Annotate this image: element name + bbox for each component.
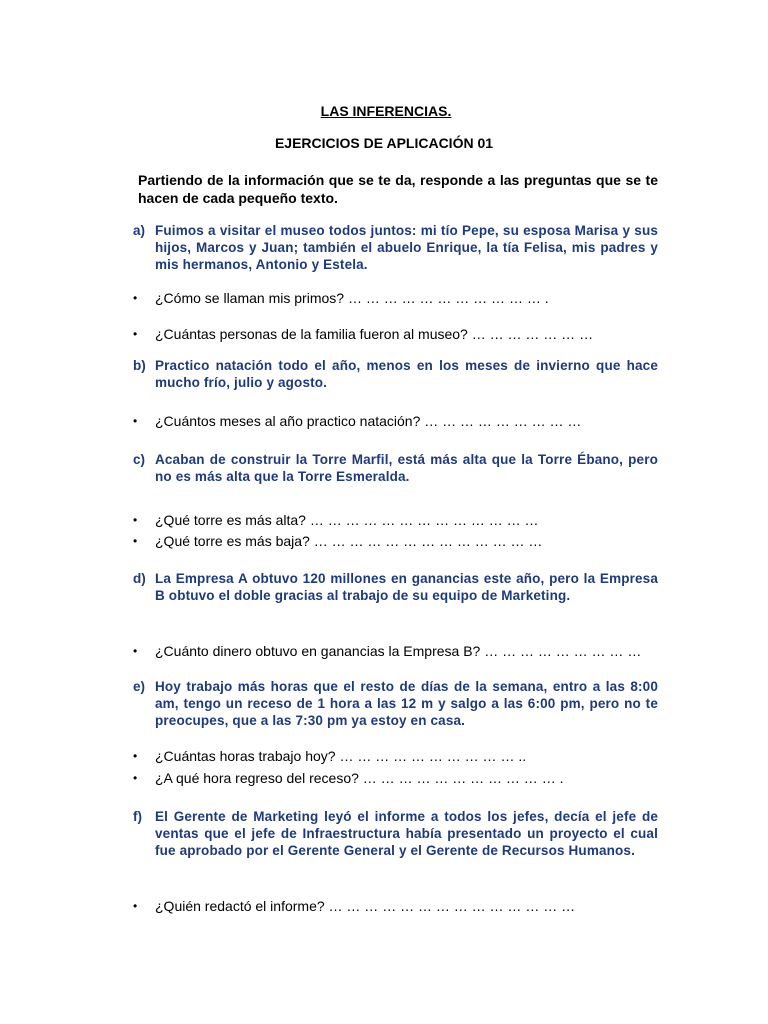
- exercise-letter: d): [133, 571, 146, 586]
- question-text: ¿Cómo se llaman mis primos? … … … … … … … … … … … .: [155, 290, 549, 306]
- exercise-text: Hoy trabajo más horas que el resto de días de la semana, entro a las 8:00 am, tengo un receso de 1 hora a las 12 m y salgo a las 6:00 pm, pero no te preocupes, que a las 7:30 pm ya estoy en casa.: [155, 679, 658, 728]
- bullet-icon: •: [133, 644, 138, 658]
- question-text: ¿Cuánto dinero obtuvo en ganancias la Empresa B? … … … … … … … … …: [155, 643, 642, 659]
- exercise-d: [133, 570, 658, 604]
- exercise-letter: f): [133, 809, 142, 824]
- question-item: [133, 289, 693, 307]
- question-text: ¿Cuántos meses al año practico natación? … … … … … … … … …: [155, 413, 582, 429]
- question-item: [133, 642, 693, 660]
- question-text: ¿Quién redactó el informe? … … … … … … … … … … … … … …: [155, 898, 576, 914]
- exercise-letter: b): [133, 358, 146, 373]
- instructions-paragraph: Partiendo de la información que se te da, responde a las preguntas que se te hacen de cada pequeño texto.: [138, 172, 658, 206]
- exercise-text: El Gerente de Marketing leyó el informe a todos los jefes, decía el jefe de ventas que el jefe de Infraestructura había presentado un proyecto el cual fue aprobado por el Gerente General y el Gerente de Recursos Humanos.: [155, 809, 658, 858]
- exercise-f: [133, 808, 658, 859]
- exercise-b: [133, 357, 658, 391]
- exercise-c: [133, 451, 658, 485]
- exercise-text: La Empresa A obtuvo 120 millones en ganancias este año, pero la Empresa B obtuvo el doble gracias al trabajo de su equipo de Marketing.: [155, 571, 658, 603]
- question-text: ¿A qué hora regreso del receso? … … … … … … … … … … … .: [155, 770, 564, 786]
- bullet-icon: •: [133, 899, 138, 913]
- question-text: ¿Cuántas personas de la familia fueron al museo? … … … … … … …: [155, 326, 594, 342]
- question-item: [133, 769, 693, 787]
- question-item: [133, 747, 693, 765]
- question-item: [133, 897, 693, 915]
- question-item: [133, 532, 693, 550]
- exercise-text: Fuimos a visitar el museo todos juntos: mi tío Pepe, su esposa Marisa y sus hijos, Marcos y Juan; también el abuelo Enrique, la tía Felisa, mis padres y mis hermanos, Antonio y Estela.: [155, 223, 658, 272]
- bullet-icon: •: [133, 327, 138, 341]
- document-subtitle: EJERCICIOS DE APLICACIÓN 01: [274, 135, 494, 151]
- exercise-text: Acaban de construir la Torre Marfil, está más alta que la Torre Ébano, pero no es más alta que la Torre Esmeralda.: [155, 452, 658, 484]
- bullet-icon: •: [133, 771, 138, 785]
- question-item: [133, 412, 693, 430]
- exercise-letter: c): [133, 452, 146, 467]
- bullet-icon: •: [133, 414, 138, 428]
- exercise-a: [133, 222, 658, 273]
- exercise-text: Practico natación todo el año, menos en los meses de invierno que hace mucho frío, julio y agosto.: [155, 358, 658, 390]
- bullet-icon: •: [133, 749, 138, 763]
- question-item: [133, 325, 693, 343]
- question-text: ¿Cuántas horas trabajo hoy? … … … … … … … … … … ..: [155, 748, 527, 764]
- bullet-icon: •: [133, 534, 138, 548]
- question-item: [133, 511, 693, 529]
- question-text: ¿Qué torre es más baja? … … … … … … … … … … … … …: [155, 533, 543, 549]
- bullet-icon: •: [133, 513, 138, 527]
- document-title: LAS INFERENCIAS.: [320, 103, 452, 119]
- question-text: ¿Qué torre es más alta? … … … … … … … … … … … … …: [155, 512, 539, 528]
- bullet-icon: •: [133, 291, 138, 305]
- exercise-letter: a): [133, 223, 146, 238]
- exercise-e: [133, 678, 658, 729]
- exercise-letter: e): [133, 679, 146, 694]
